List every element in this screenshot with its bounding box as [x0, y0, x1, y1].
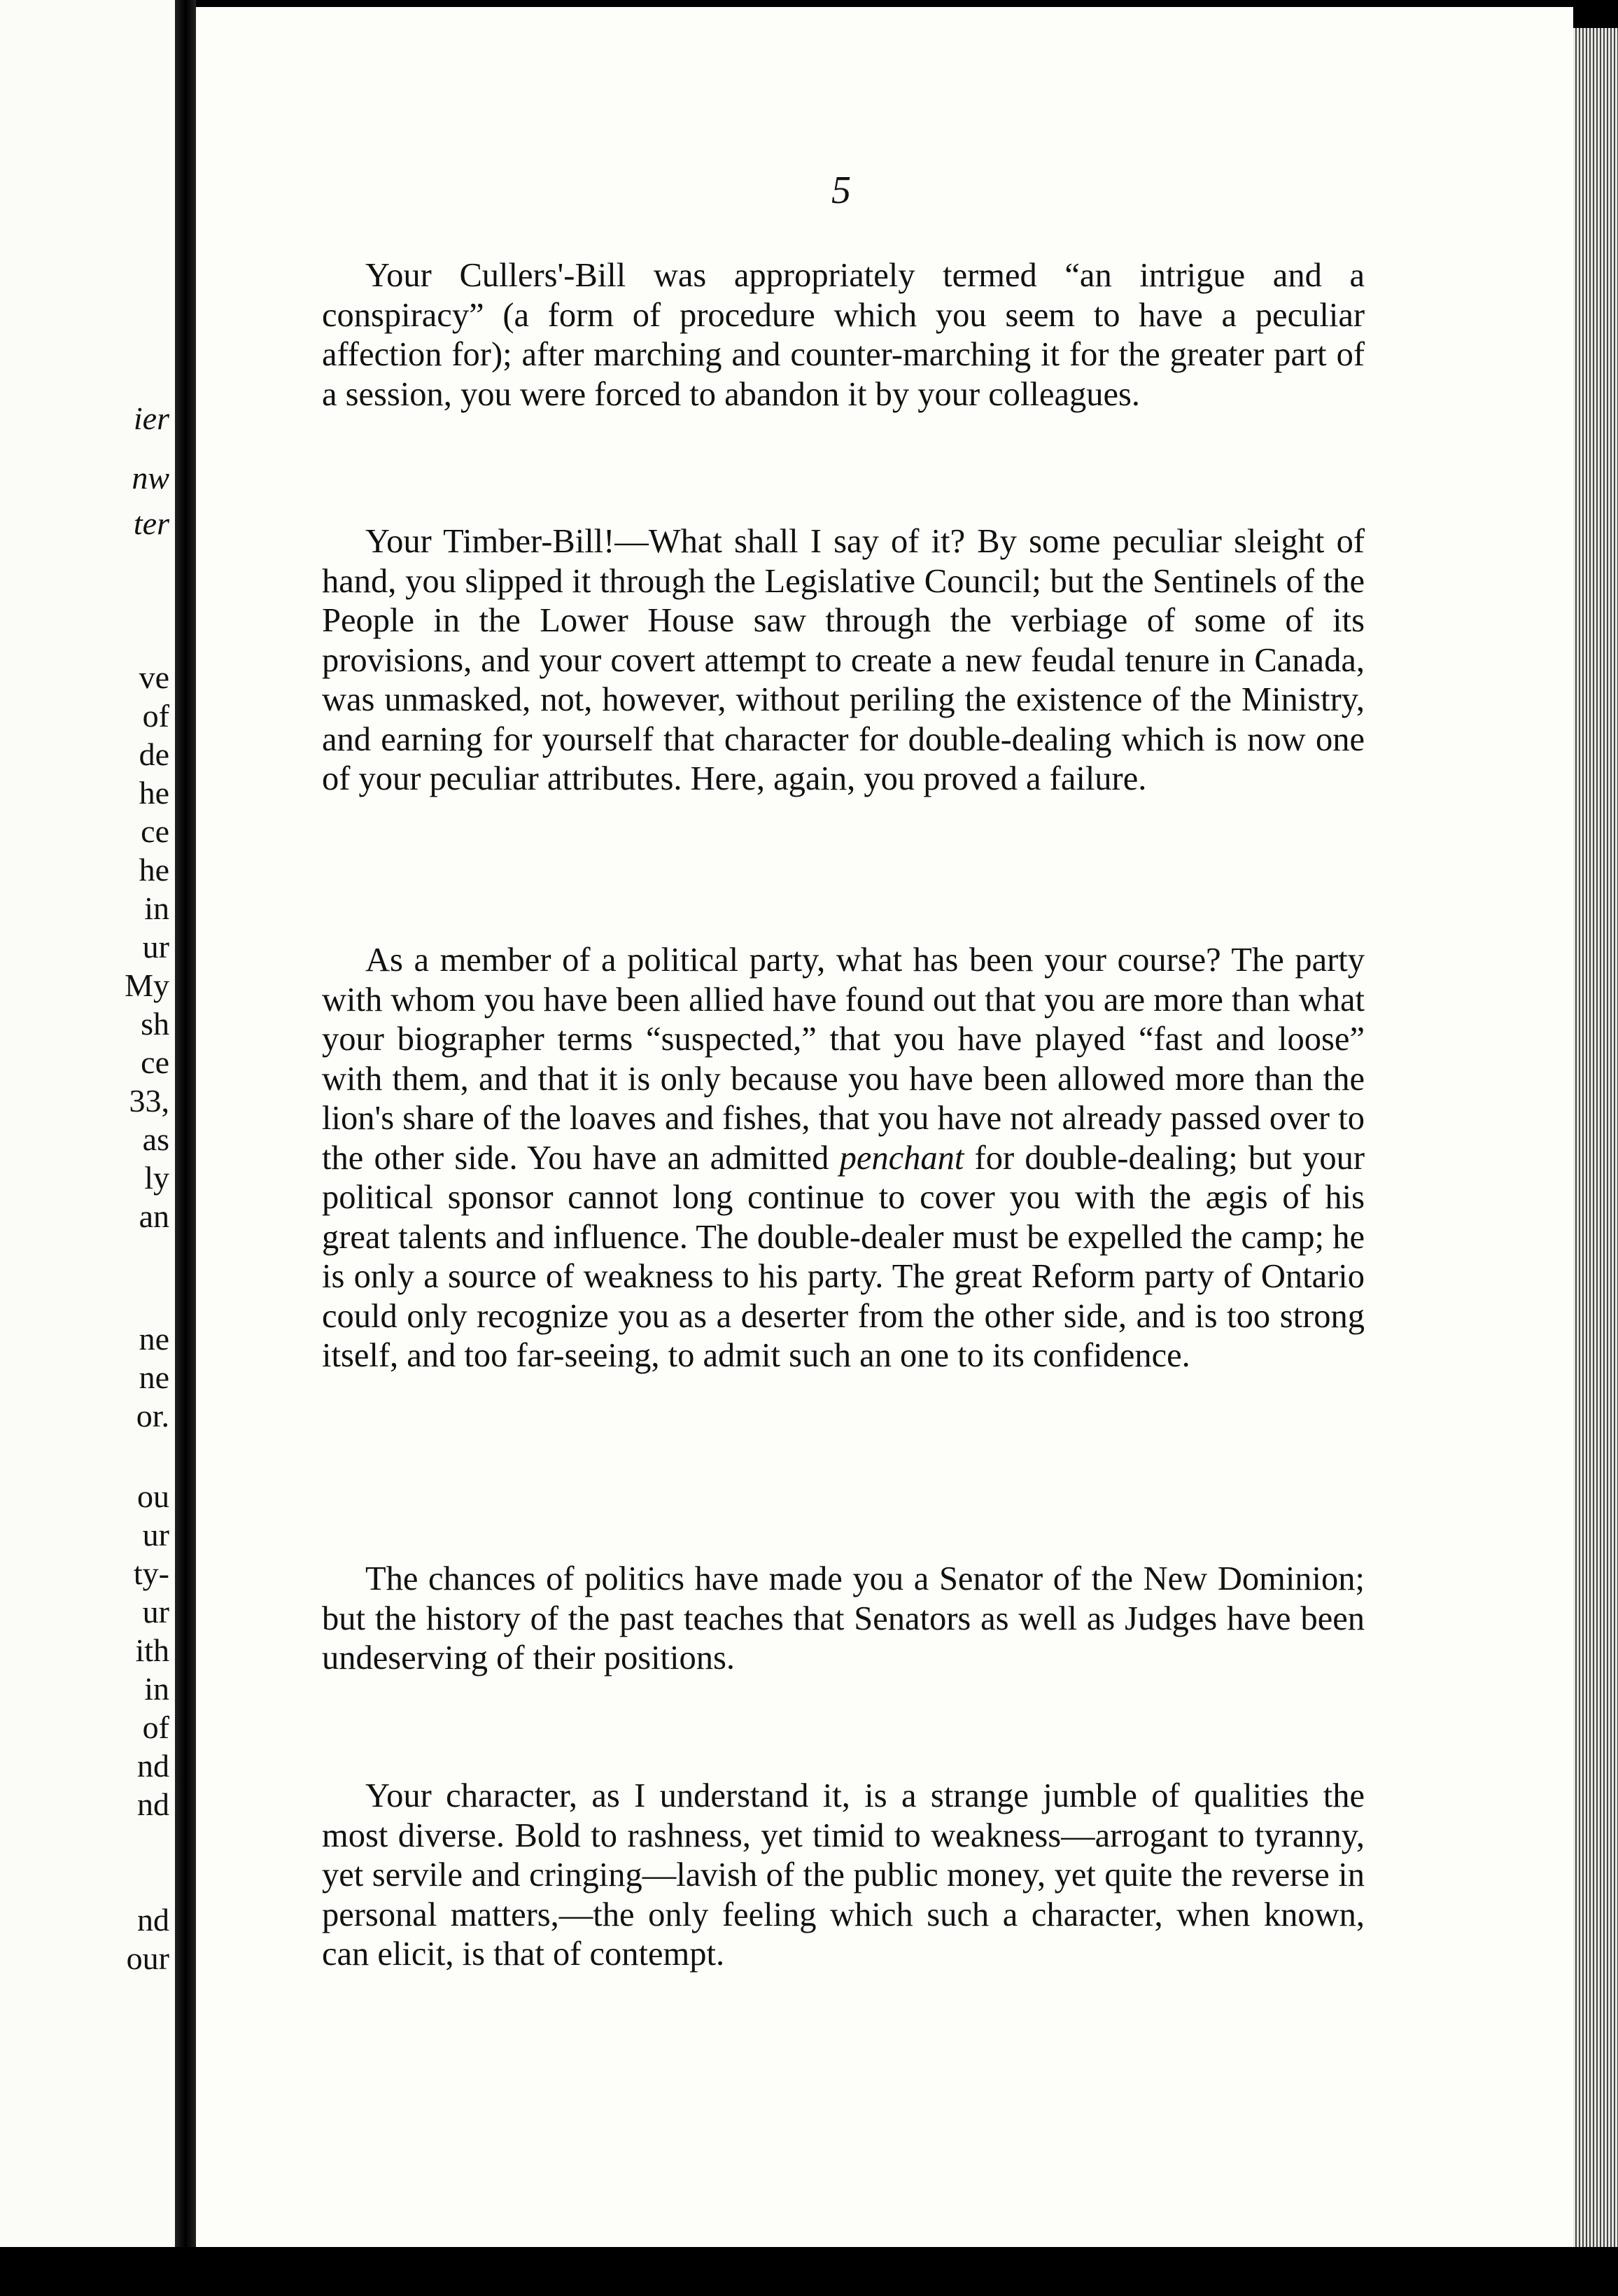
- facing-page-fragment: 33,: [129, 1083, 169, 1119]
- book-gutter: [175, 0, 196, 2296]
- paragraph-character: Your character, as I understand it, is a strange jumble of qualities the most diverse. Bold to rashness, yet timid to weakness—arrogant to tyranny, yet servile and cringing—lavish of the public money, yet quite the reverse in personal matters,—the only feeling which such a character, when known, can elicit, is that of contempt.: [322, 1777, 1365, 1973]
- facing-page-fragment: he: [139, 852, 169, 888]
- facing-page-fragment: of: [142, 1709, 169, 1745]
- paragraph-senator: The chances of politics have made you a Senator of the New Dominion; but the history of the past teaches that Senators as well as Judges have been undeserving of their positions.: [322, 1560, 1365, 1676]
- facing-page: [0, 0, 175, 2296]
- facing-page-fragment: our: [126, 1940, 169, 1976]
- facing-page-fragment: nd: [137, 1748, 169, 1784]
- facing-page-fragment: ur: [142, 929, 169, 965]
- facing-page-fragment: My: [125, 967, 169, 1003]
- facing-page-fragment: or.: [136, 1398, 169, 1434]
- facing-page-fragment: nw: [132, 460, 169, 496]
- paragraph-political-party: [322, 941, 1365, 1376]
- facing-page-fragment: ur: [142, 1594, 169, 1630]
- facing-page-fragment: as: [142, 1121, 169, 1157]
- paragraph-cullers-bill: Your Cullers'-Bill was appropriately termed “an intrigue and a conspiracy” (a form of procedure which you seem to have a peculiar affection for); after marching and counter-marching it for the greater part of a session, you were forced to abandon it by your colleagues.: [322, 257, 1365, 413]
- facing-page-fragment: in: [144, 1671, 169, 1707]
- paragraph-timber-bill: Your Timber-Bill!—What shall I say of it? By some peculiar sleight of hand, you slipped it through the Legislative Council; but the Sentinels of the People in the Lower House saw through the verbiage of some of its provisions, and your covert attempt to create a new feudal tenure in Canada, was unmasked, not, however, without periling the existence of the Ministry, and earning for yourself that character for double-dealing which is now one of your peculiar attributes. Here, again, you proved a failure.: [322, 523, 1365, 797]
- facing-page-fragment: ith: [135, 1632, 169, 1668]
- facing-page-fragment: nd: [137, 1786, 169, 1822]
- bottom-border: [0, 2247, 1618, 2296]
- facing-page-fragment: ne: [139, 1321, 169, 1357]
- facing-page-fragment: sh: [141, 1006, 169, 1042]
- facing-page-fragment: he: [139, 775, 169, 811]
- facing-page-fragment: ter: [133, 505, 169, 541]
- facing-page-fragment: nd: [137, 1902, 169, 1938]
- page-number: 5: [831, 169, 851, 212]
- facing-page-fragment: ur: [142, 1517, 169, 1553]
- facing-page-fragment: of: [142, 698, 169, 734]
- italic-word-penchant: penchant: [839, 1139, 964, 1177]
- page-edges: [1573, 28, 1618, 2247]
- facing-page-fragment: ve: [139, 659, 169, 695]
- facing-page-fragment: in: [144, 890, 169, 926]
- top-border: [196, 0, 1573, 7]
- facing-page-fragment: an: [139, 1198, 169, 1234]
- facing-page-fragment: ly: [144, 1160, 169, 1196]
- facing-page-fragment: ce: [141, 813, 169, 849]
- paragraph-text: As a member of a political party, what has been your course? The party with whom you have been allied have found out that you are more than what your biographer terms “suspected,” that you have played “fast and loose” with them, and that it is only because you have been allowed more than the lion's share of the loaves and fishes, that you have not already passed over to the other side. You have an admitted: [322, 941, 1365, 1177]
- facing-page-fragment: de: [139, 736, 169, 772]
- facing-page-fragment: ier: [133, 400, 169, 436]
- facing-page-fragment: ce: [141, 1044, 169, 1080]
- facing-page-fragment: ty-: [133, 1555, 169, 1591]
- facing-page-fragment: ne: [139, 1359, 169, 1395]
- paragraph-text: for double-dealing; but your political sponsor cannot long continue to cover you with the ægis of his great talents and influence. The double-dealer must be expelled the camp; he is only a source of weakness to his party. The great Reform party of Ontario could only recognize you as a deserter from the other side, and is too strong itself, and too far-seeing, to admit such an one to its confidence.: [322, 1139, 1365, 1374]
- facing-page-fragment: ou: [137, 1478, 169, 1514]
